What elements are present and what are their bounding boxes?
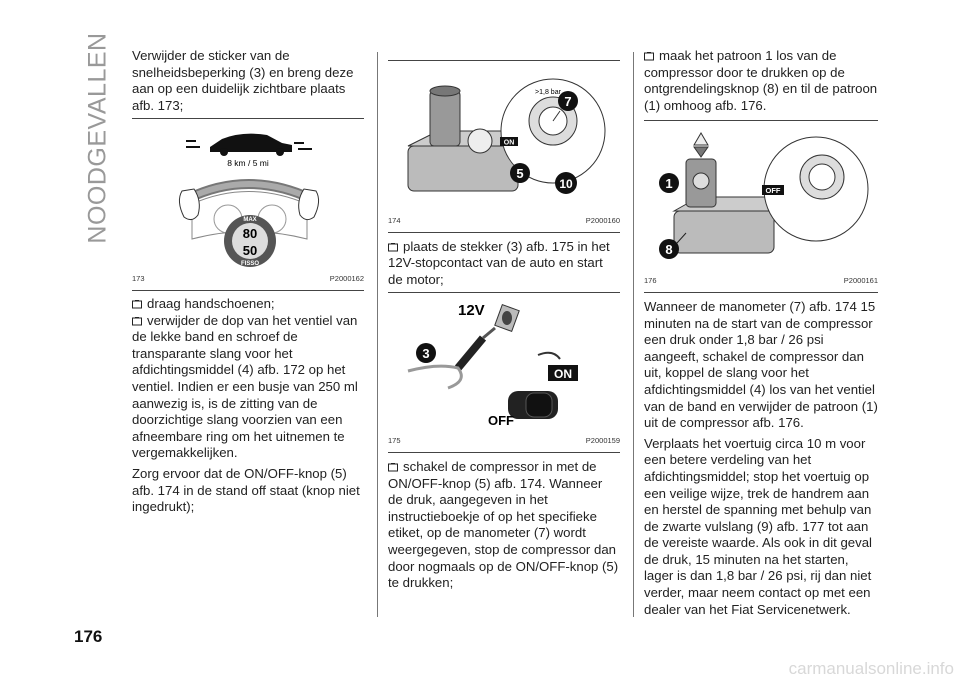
body-paragraph: Wanneer de manometer (7) afb. 174 15 minuten na de start van de compressor een druk onder 1,8 bar / 26 psi aangeeft, schakel de compressor dan uit, koppel de slang voor het afdichtingsmiddel (4) los van het ventiel van de band en verwijder de patroon (1) uit de compressor afb. 176. (644, 298, 878, 431)
on-label: ON (503, 139, 515, 147)
figure-175 (388, 293, 620, 431)
figure-code: P2000159 (585, 436, 620, 446)
cartridge-illustration (644, 121, 878, 271)
bullet-icon (132, 300, 142, 308)
voltage-label: 12V (458, 302, 485, 320)
section-title-text: NOODGEVALLEN (83, 32, 112, 244)
car-icon (186, 134, 312, 156)
page-number: 176 (74, 627, 103, 646)
speed-limit-illustration (132, 119, 364, 269)
figure-174 (388, 61, 620, 211)
dial-ring-top: MAX (243, 217, 257, 224)
bullet-text: maak het patroon 1 los van de compressor door te drukken op de ontgrendelingsknop (8) en til de patroon (1) omhoog afb. 176. (644, 48, 878, 113)
bullet-item (132, 313, 364, 462)
bullet-icon (644, 52, 654, 60)
column-2 (388, 48, 620, 596)
figure-rule (388, 452, 620, 453)
figure-176 (644, 121, 878, 271)
bullet-icon (388, 463, 398, 471)
compressor-illustration (388, 61, 620, 211)
callout-3: 3 (422, 346, 430, 362)
bullet-item (388, 239, 620, 289)
column-3 (644, 48, 878, 622)
body-paragraph: Verplaats het voertuig circa 10 m voor een betere verdeling van het afdichtingsmiddel; stop het voertuig op een veilige wijze, trek de handrem aan en herstel de spanning met behulp van de zwarte vulslang (9) afb. 177 tot aan de vereiste waarde. Als ook in dit geval de druk, 15 minuten na het starten, lager is dan 1,8 bar / 26 psi, rij dan niet verder, maar neem contact op met een dealer van het Fiat Servicenetwerk. (644, 435, 872, 617)
bullet-item (644, 48, 878, 114)
bullet-text: verwijder de dop van het ventiel van de lekke band en schroef de transparante slang voor het afdichtingsmiddel (4) afb. 172 op het ventiel. Indien er een busje van 250 ml aanwezig is, is de zitting van de doorzichtige slang voorzien van een afneembare ring om het uitnemen te vergemakkelijken. (132, 312, 358, 461)
bullet-icon (132, 317, 142, 325)
column-1 (132, 48, 364, 520)
column-divider (377, 52, 378, 617)
bullet-text: plaats de stekker (3) afb. 175 in het 12V-stopcontact van de auto en start de motor; (388, 238, 610, 287)
intro-text: Verwijder de sticker van de snelheidsbeperking (3) en breng deze aan op een duidelijk zichtbare plaats afb. 173; (132, 48, 354, 113)
bullet-text: draag handschoenen; (147, 295, 275, 311)
figure-code: P2000160 (585, 216, 620, 225)
callout-10: 10 (559, 177, 573, 191)
figure-label: 173 (132, 274, 145, 284)
off-label: OFF (765, 186, 781, 196)
bullet-icon (388, 243, 398, 251)
dial-top-value: 80 (242, 226, 258, 242)
watermark: carmanualsonline.info (788, 659, 954, 678)
pressure-label: >1,8 bar (535, 89, 561, 96)
figure-caption (132, 271, 364, 288)
figure-rule (388, 232, 620, 233)
on-label: ON (554, 367, 572, 382)
figure-173 (132, 119, 364, 269)
off-label: OFF (488, 413, 514, 429)
callout-8: 8 (665, 242, 673, 258)
section-title (80, 32, 116, 244)
speed-text: 8 km / 5 mi (227, 158, 269, 169)
bullet-item (388, 459, 620, 592)
plug-illustration (388, 293, 620, 431)
figure-label: 174 (388, 216, 401, 225)
bullet-text: schakel de compressor in met de ON/OFF-knop (5) afb. 174. Wanneer de druk, aangegeven in het instructieboekje of op het specifieke etiket, op de manometer (7) wordt weergegeven, stop de compressor dan door nogmaals op de ON/OFF-knop (5) te drukken; (388, 458, 619, 591)
dial-bottom-value: 50 (242, 243, 258, 259)
figure-rule (132, 290, 364, 291)
figure-caption (644, 273, 878, 290)
body-paragraph: Zorg ervoor dat de ON/OFF-knop (5) afb. 174 in de stand off staat (knop niet ingedrukt); (132, 465, 360, 515)
callout-5: 5 (516, 166, 524, 181)
figure-rule (644, 292, 878, 293)
figure-caption (388, 433, 620, 450)
callout-1: 1 (665, 176, 673, 192)
bullet-item (132, 296, 364, 313)
dial-ring-bottom: FISSO (240, 261, 260, 268)
figure-code: P2000162 (329, 274, 364, 284)
figure-caption (388, 213, 620, 230)
figure-label: 176 (644, 276, 657, 286)
callout-7: 7 (564, 94, 572, 109)
speed-sticker (224, 215, 276, 267)
figure-label: 175 (388, 436, 401, 446)
column-divider (633, 52, 634, 617)
figure-code: P2000161 (843, 276, 878, 286)
